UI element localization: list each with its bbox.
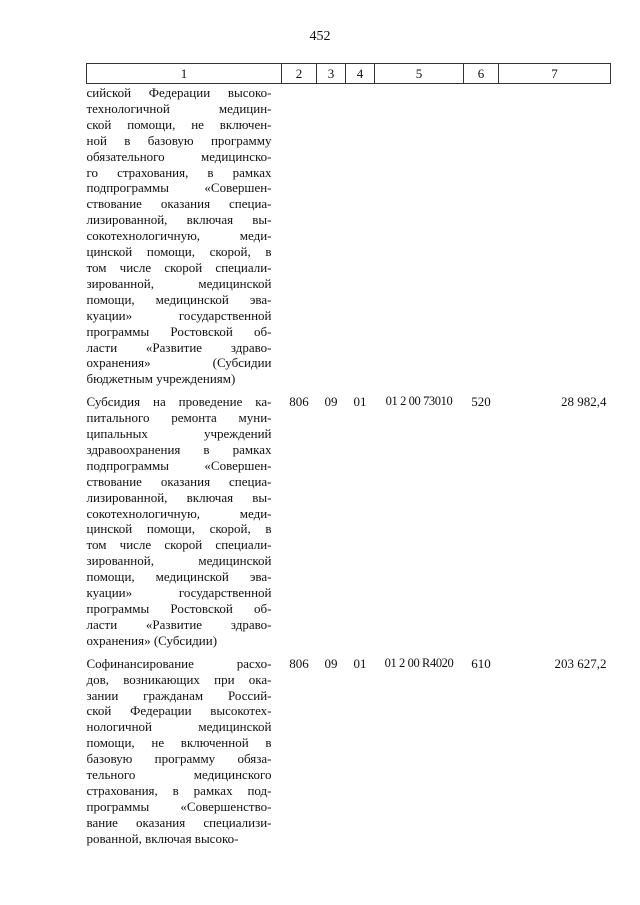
description-line: рованной, включая высоко- xyxy=(86,830,239,846)
column-header-4: 4 xyxy=(346,64,375,84)
description-line: том числе скорой специали- xyxy=(86,537,272,553)
subsection-code: 01 xyxy=(353,394,367,410)
description-line: подпрограммы «Совершен- xyxy=(86,180,272,196)
ministry-code xyxy=(282,84,317,394)
description-line: подпрограммы «Совершен- xyxy=(86,457,272,473)
description-line: технологичной медицин- xyxy=(86,100,272,116)
description-line: помощи, не включенной в xyxy=(86,735,272,751)
section-code: 09 xyxy=(324,655,338,671)
description-line: программы Ростовской об- xyxy=(86,601,272,616)
description-line: цинской помощи, скорой, в xyxy=(86,521,272,537)
description-line: бюджетным учреждениям) xyxy=(86,371,236,387)
target-article-code: 01 2 00 R4020 xyxy=(384,655,454,670)
description-line: куации» государственной xyxy=(86,307,272,323)
description-line: ласти «Развитие здраво- xyxy=(86,339,272,355)
description-line: программы Ростовской об- xyxy=(86,323,272,339)
description-line: программы «Совершенство- xyxy=(86,798,272,814)
description-line: зированной, медицинской xyxy=(86,275,272,291)
description-line: ной в базовую программу xyxy=(86,132,272,148)
description-line: лизированной, включая вы- xyxy=(86,212,272,228)
description-line: том числе скорой специали- xyxy=(86,259,272,275)
description-line: ской Федерации высокотех- xyxy=(86,703,272,719)
description-line: вание оказания специализи- xyxy=(86,814,272,830)
budget-table xyxy=(86,63,611,853)
description-line: страхования, в рамках под- xyxy=(86,782,272,798)
description-line: охранения» (Субсидии) xyxy=(86,632,218,648)
description-line: ласти «Развитие здраво- xyxy=(86,616,272,632)
row-description xyxy=(87,84,282,394)
expense-type-code: 520 xyxy=(471,394,491,410)
expense-type-code xyxy=(464,84,499,394)
description-line: питального ремонта муни- xyxy=(86,410,272,426)
section-code: 09 xyxy=(324,394,338,410)
description-line: базовую программу обяза- xyxy=(86,751,272,767)
description-line: дов, возникающих при ока- xyxy=(86,671,272,687)
column-header-2: 2 xyxy=(282,64,317,84)
ministry-code: 806 xyxy=(289,655,309,671)
description-line: нологичной медицинской xyxy=(86,719,272,735)
row-description xyxy=(87,655,282,853)
column-header-6: 6 xyxy=(464,64,499,84)
amount xyxy=(499,84,611,394)
amount: 203 627,2 xyxy=(554,655,607,671)
subsection-code: 01 xyxy=(353,655,367,671)
description-line: сокотехнологичную, меди- xyxy=(86,228,272,244)
description-line: зированной, медицинской xyxy=(86,553,272,569)
row-description xyxy=(87,393,282,655)
description-line: цинской помощи, скорой, в xyxy=(86,244,272,260)
description-line: охранения» (Субсидии xyxy=(86,355,272,371)
column-header-1: 1 xyxy=(87,64,282,84)
header-row xyxy=(87,64,611,84)
description-line: го страхования, в рамках xyxy=(86,164,272,180)
description-line: Софинансирование расхо- xyxy=(86,655,272,671)
description-line: обязательного медицинско- xyxy=(86,148,272,164)
description-line: ствование оказания специа- xyxy=(86,196,272,212)
description-line: Субсидия на проведение ка- xyxy=(86,394,272,410)
description-line: ской помощи, не включен- xyxy=(86,116,272,132)
page-number: 452 xyxy=(309,29,331,44)
description-line: лизированной, включая вы- xyxy=(86,489,272,505)
description-line: тельного медицинского xyxy=(86,767,272,783)
column-header-3: 3 xyxy=(317,64,346,84)
description-line: сокотехнологичную, меди- xyxy=(86,505,272,521)
target-article-code xyxy=(375,84,464,394)
ministry-code: 806 xyxy=(289,394,309,410)
description-line: помощи, медицинской эва- xyxy=(86,291,272,307)
description-line: куации» государственной xyxy=(86,585,272,601)
table-row xyxy=(87,655,611,853)
section-code xyxy=(317,84,346,394)
description-line: сийской Федерации высоко- xyxy=(86,85,272,100)
description-line: ципальных учреждений xyxy=(86,426,272,442)
target-article-code: 01 2 00 73010 xyxy=(385,394,453,409)
description-line: зании гражданам Россий- xyxy=(86,687,272,703)
expense-type-code: 610 xyxy=(471,655,491,671)
table-row xyxy=(87,84,611,394)
description-line: ствование оказания специа- xyxy=(86,473,272,489)
description-line: здравоохранения в рамках xyxy=(86,441,272,457)
table-row xyxy=(87,393,611,655)
description-line: помощи, медицинской эва- xyxy=(86,569,272,585)
column-header-5: 5 xyxy=(375,64,464,84)
subsection-code xyxy=(346,84,375,394)
column-header-7: 7 xyxy=(499,64,611,84)
amount: 28 982,4 xyxy=(561,394,607,410)
